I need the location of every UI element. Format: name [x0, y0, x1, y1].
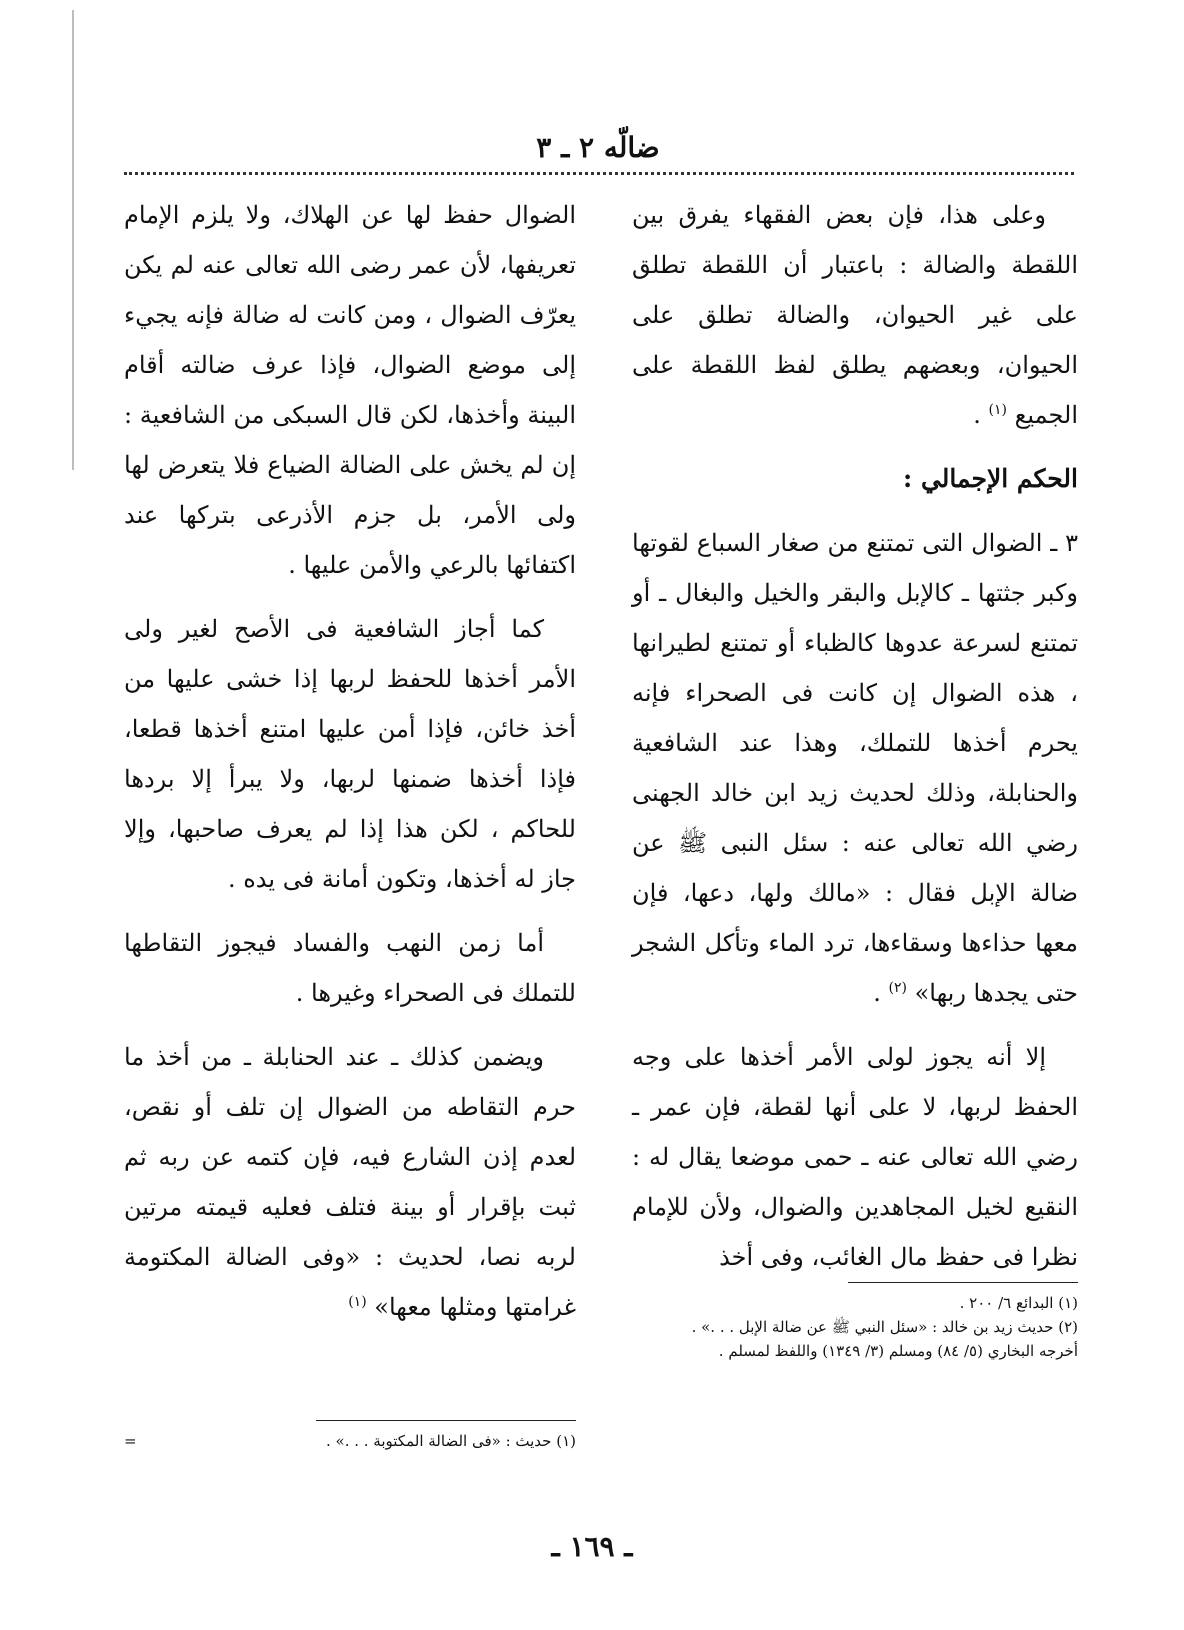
footnote: أخرجه البخاري (٥/ ٨٤) ومسلم (٣/ ١٣٤٩) واللفظ لمسلم . [718, 1342, 1078, 1360]
footnotes-right [632, 1282, 1078, 1363]
footnote-rule [848, 1282, 1078, 1283]
paragraph-end: . [873, 979, 881, 1007]
page-binding-line [72, 10, 74, 470]
header-dotted-rule [124, 172, 1074, 175]
footnote-ref: (١) [988, 402, 1007, 418]
paragraph [632, 190, 1078, 440]
paragraph: كما أجاز الشافعية فى الأصح لغير ولى الأمر أخذها للحفظ لربها إذا خشى عليها من أخذ خائن، فإذا أمن عليها امتنع أخذها قطعا، فإذا أخذها ضمنها لربها، ولا يبرأ إلا بردها للحاكم ، لكن هذا إذا لم يعرف صاحبها، وإلا جاز له أخذها، وتكون أمانة فى يده . [124, 615, 576, 893]
paragraph: إلا أنه يجوز لولى الأمر أخذها على وجه الحفظ لربها، لا على أنها لقطة، فإن عمر ـ رضي الله تعالى عنه ـ حمى موضعا يقال له : النقيع لخيل المجاهدين والضوال، ولأن للإمام نظرا فى حفظ مال الغائب، وفى أخذ [632, 1043, 1078, 1271]
footnotes-left [124, 1420, 576, 1453]
left-column [124, 190, 576, 1346]
footnote-rule [316, 1420, 576, 1421]
paragraph-text: وعلى هذا، فإن بعض الفقهاء يفرق بين اللقطة والضالة : باعتبار أن اللقطة تطلق على غير الحيوان، والضالة تطلق على الحيوان، وبعضهم يطلق لفظ اللقطة على الجميع [632, 201, 1078, 429]
continuation-mark: = [124, 1432, 137, 1450]
paragraph [124, 1032, 576, 1332]
paragraph [632, 518, 1078, 1018]
footnote-ref: (١) [348, 1294, 367, 1310]
footnote: (١) البدائع ٦/ ٢٠٠ . [959, 1294, 1078, 1312]
footnote: (١) حديث : «فى الضالة المكتوبة . . .» . [325, 1432, 576, 1450]
running-title: ضالّه ٢ ـ ٣ [536, 131, 660, 164]
footnote-ref: (٢) [888, 980, 907, 996]
paragraph-text: ٣ ـ الضوال التى تمتنع من صغار السباع لقوتها وكبر جثتها ـ كالإبل والبقر والخيل والبغال ـ أو تمتنع لسرعة عدوها كالظباء أو تمتنع لطيرانها ، هذه الضوال إن كانت فى الصحراء فإنه يحرم أخذها للتملك، وهذا عند الشافعية والحنابلة، وذلك لحديث زيد ابن خالد الجهنى رضي الله تعالى عنه : سئل النبى ﷺ عن ضالة الإبل فقال : «مالك ولها، دعها، فإن معها حذاءها وسقاءها، ترد الماء وتأكل الشجر حتى يجدها ربها» [632, 529, 1078, 1007]
right-column [632, 190, 1078, 1296]
page-number: ـ ١٦٩ ـ [551, 1530, 633, 1563]
paragraph: أما زمن النهب والفساد فيجوز التقاطها للتملك فى الصحراء وغيرها . [124, 929, 576, 1007]
footnote-line [124, 1429, 576, 1453]
section-heading: الحكم الإجمالي : [903, 464, 1078, 493]
paragraph-text: ويضمن كذلك ـ عند الحنابلة ـ من أخذ ما حرم التقاطه من الضوال إن تلف أو نقص، لعدم إذن الشارع فيه، فإن كتمه عن ربه ثم ثبت بإقرار أو بينة فتلف فعليه قيمته مرتين لربه نصا، لحديث : «وفى الضالة المكتومة غرامتها ومثلها معها» [124, 1043, 576, 1321]
paragraph: الضوال حفظ لها عن الهلاك، ولا يلزم الإمام تعريفها، لأن عمر رضى الله تعالى عنه لم يكن يعرّف الضوال ، ومن كانت له ضالة فإنه يجيء إلى موضع الضوال، فإذا عرف ضالته أقام البينة وأخذها، لكن قال السبكى من الشافعية : إن لم يخش على الضالة الضياع فلا يتعرض لها ولى الأمر، بل جزم الأذرعى بتركها عند اكتفائها بالرعي والأمن عليها . [124, 201, 576, 579]
footnote: (٢) حديث زيد بن خالد : «سئل النبي ﷺ عن ضالة الإبل . . .» . [691, 1318, 1078, 1336]
paragraph-end: . [973, 401, 981, 429]
page-header [120, 128, 1076, 168]
